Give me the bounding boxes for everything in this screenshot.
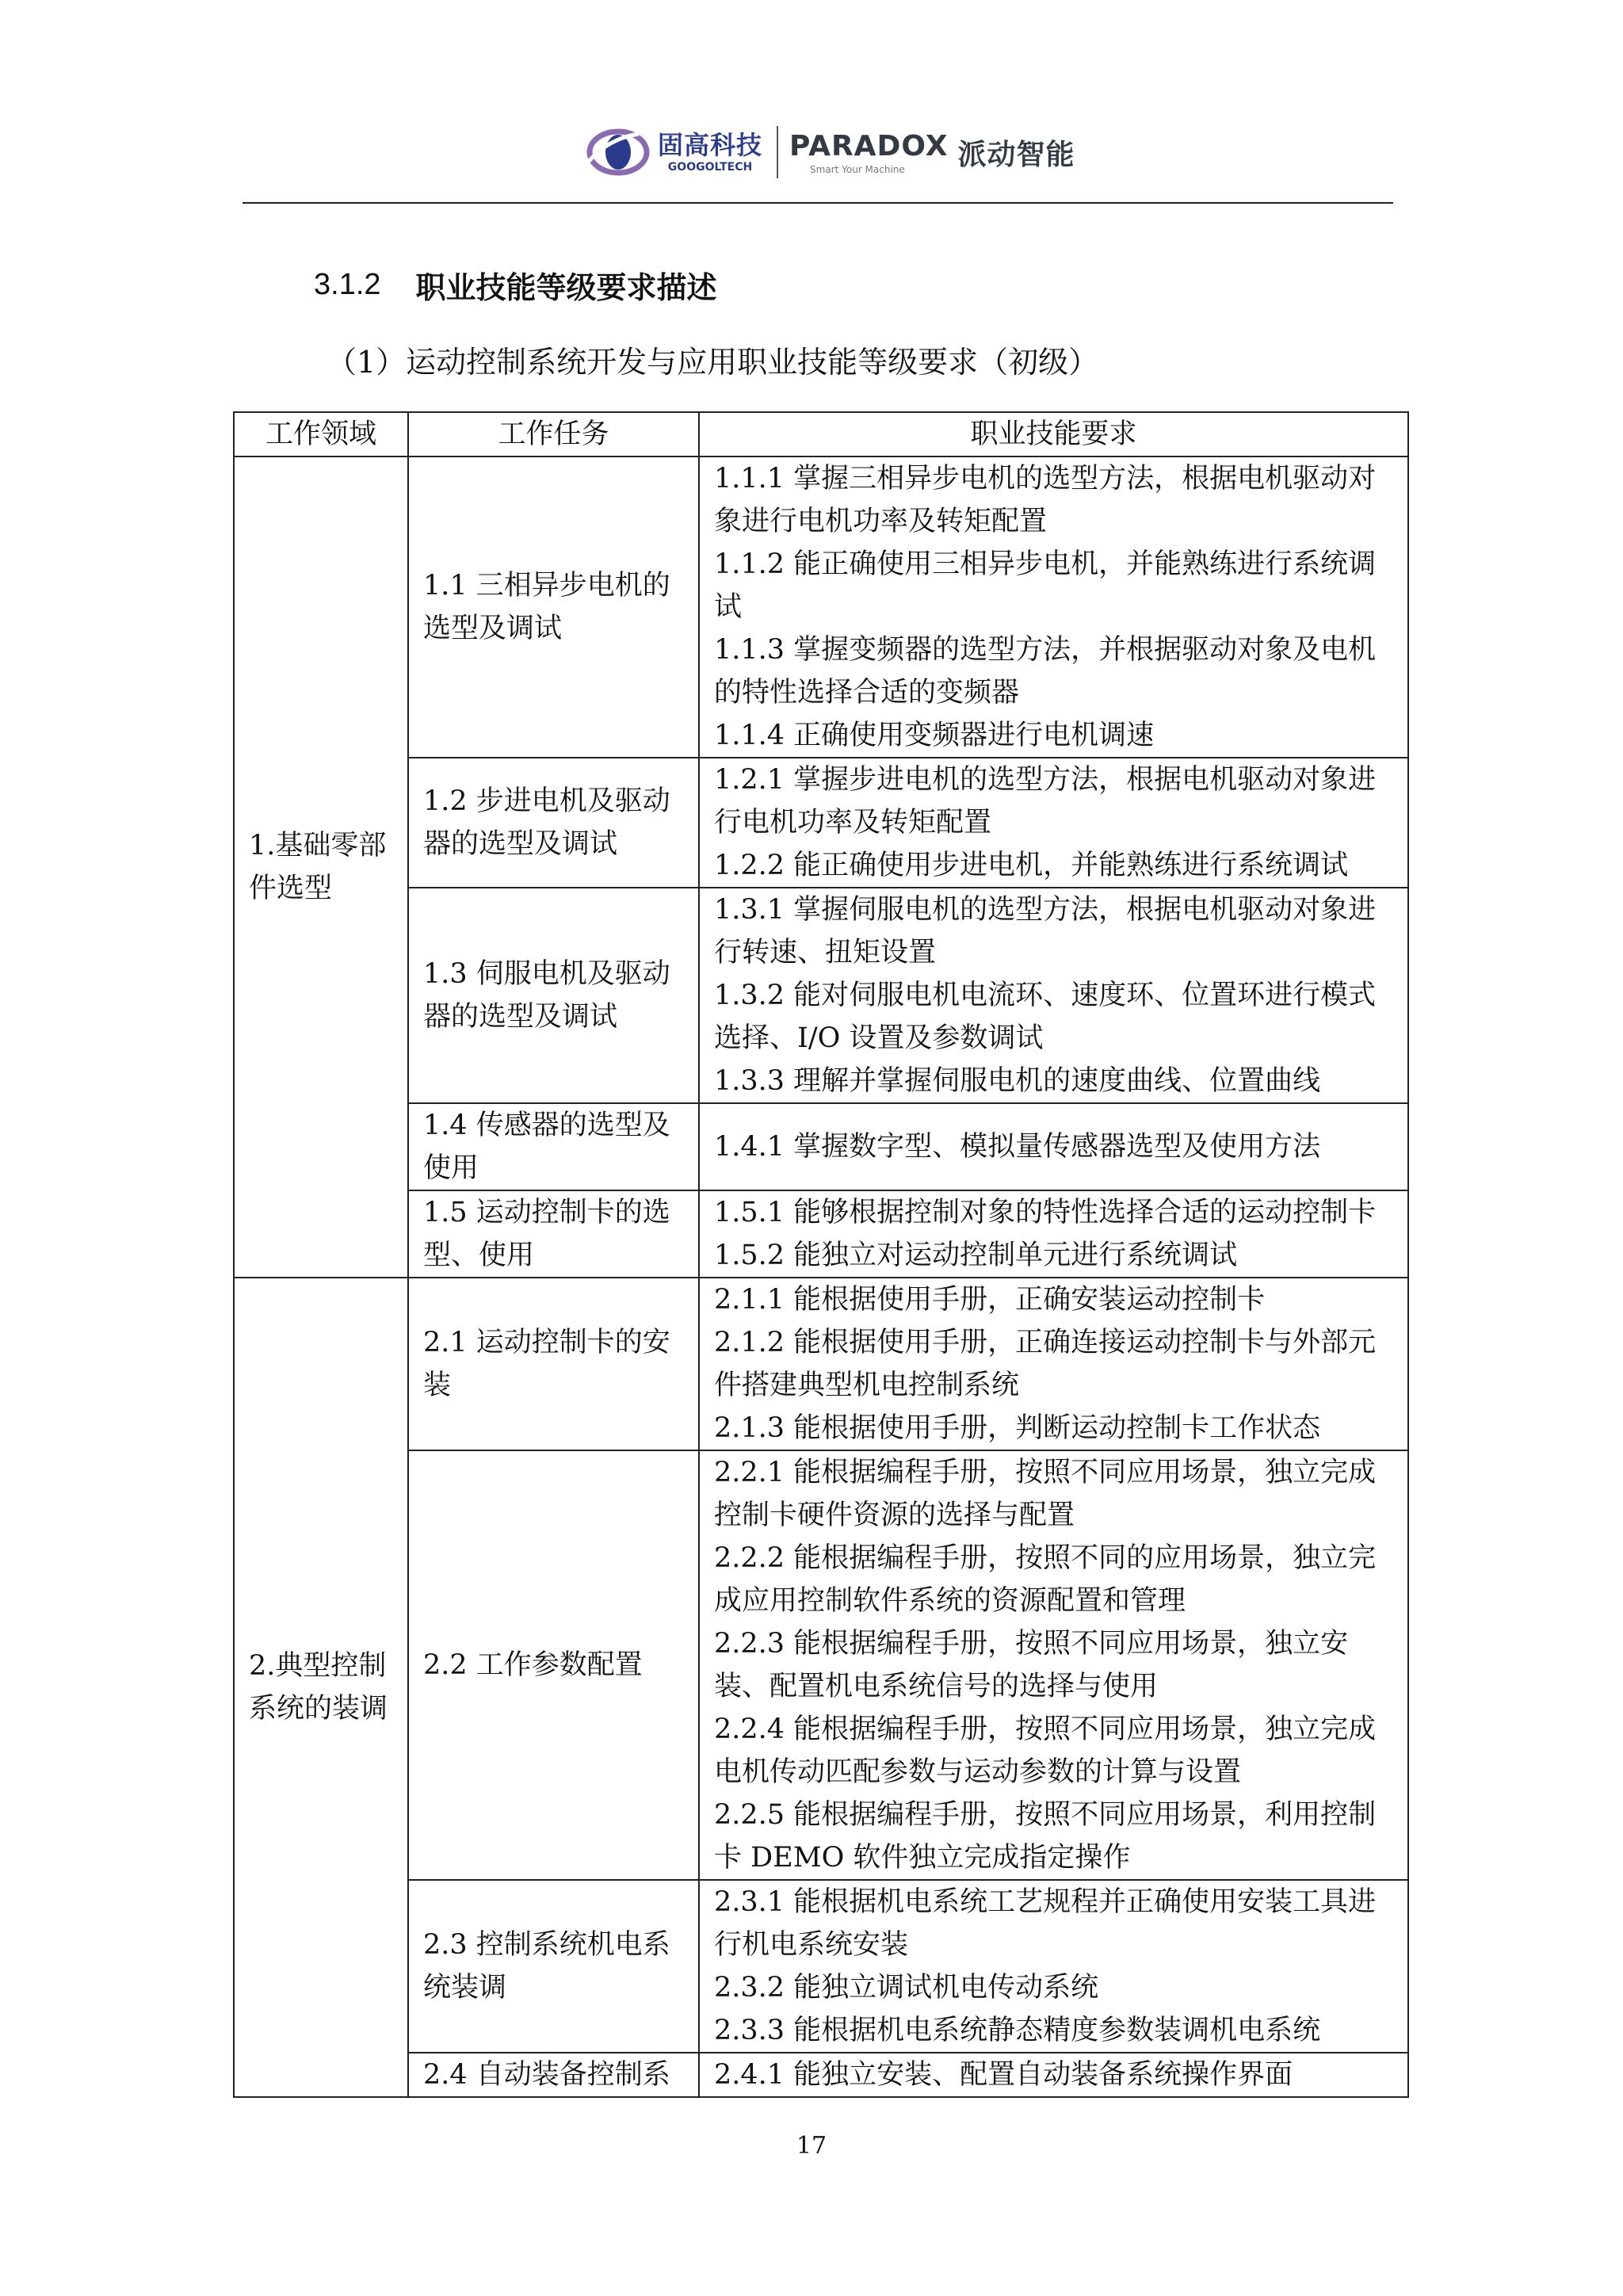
section-heading xyxy=(314,263,717,307)
section-title: 职业技能等级要求描述 xyxy=(415,270,717,305)
task-cell: 1.3 伺服电机及驱动器的选型及调试 xyxy=(408,888,699,1103)
table-row xyxy=(234,457,1408,758)
requirement-item: 2.4.1 能独立安装、配置自动装备系统操作界面 xyxy=(714,2059,1293,2091)
requirement-item: 2.1.1 能根据使用手册，正确安装运动控制卡 xyxy=(714,1284,1266,1316)
table-row xyxy=(234,1450,1408,1880)
requirement-item: 1.3.3 理解并掌握伺服电机的速度曲线、位置曲线 xyxy=(714,1065,1321,1097)
requirements-cell xyxy=(699,758,1408,888)
requirement-item: 2.2.5 能根据编程手册，按照不同应用场景，利用控制卡 DEMO 软件独立完成指定操作 xyxy=(714,1799,1377,1874)
table-row xyxy=(234,1190,1408,1278)
requirements-cell xyxy=(699,1278,1408,1450)
requirements-cell xyxy=(699,1450,1408,1880)
task-cell: 2.1 运动控制卡的安装 xyxy=(408,1278,699,1450)
requirements-cell xyxy=(699,457,1408,758)
header-divider xyxy=(242,202,1393,204)
header-work-domain: 工作领域 xyxy=(234,412,408,457)
table-row xyxy=(234,758,1408,888)
header-skill-requirement: 职业技能要求 xyxy=(699,412,1408,457)
domain-cell: 1.基础零部件选型 xyxy=(234,457,408,1278)
requirement-item: 2.2.2 能根据编程手册，按照不同的应用场景，独立完成应用控制软件系统的资源配置和管理 xyxy=(714,1542,1377,1617)
requirements-cell xyxy=(699,1880,1408,2053)
googoltech-name-cn: 固高科技 xyxy=(658,130,763,160)
task-cell: 2.3 控制系统机电系统装调 xyxy=(408,1880,699,2053)
paradox-wordmark xyxy=(789,129,948,175)
skill-requirements-table xyxy=(233,411,1409,2098)
requirements-cell xyxy=(699,1103,1408,1190)
logo-group xyxy=(583,119,1075,185)
requirement-item: 1.1.1 掌握三相异步电机的选型方法，根据电机驱动对象进行电机功率及转矩配置 xyxy=(714,463,1377,537)
requirements-cell xyxy=(699,888,1408,1103)
table-row xyxy=(234,888,1408,1103)
requirement-item: 2.2.3 能根据编程手册，按照不同应用场景，独立安装、配置机电系统信号的选择与使用 xyxy=(714,1628,1349,1702)
googoltech-logo-icon xyxy=(583,124,650,180)
requirement-item: 2.1.3 能根据使用手册，判断运动控制卡工作状态 xyxy=(714,1412,1321,1444)
task-cell: 1.1 三相异步电机的选型及调试 xyxy=(408,457,699,758)
requirement-item: 1.5.2 能独立对运动控制单元进行系统调试 xyxy=(714,1240,1238,1271)
requirement-item: 1.1.3 掌握变频器的选型方法，并根据驱动对象及电机的特性选择合适的变频器 xyxy=(714,634,1377,709)
task-cell: 2.2 工作参数配置 xyxy=(408,1450,699,1880)
requirement-item: 2.3.1 能根据机电系统工艺规程并正确使用安装工具进行机电系统安装 xyxy=(714,1886,1377,1961)
task-cell: 1.5 运动控制卡的选型、使用 xyxy=(408,1190,699,1278)
header-work-task: 工作任务 xyxy=(408,412,699,457)
requirement-item: 1.2.2 能正确使用步进电机，并能熟练进行系统调试 xyxy=(714,850,1349,881)
paradox-name-en: PARADOX xyxy=(789,130,949,162)
paradox-name-cn: 派动智能 xyxy=(957,138,1075,171)
page-number: 17 xyxy=(796,2132,827,2160)
requirement-item: 1.4.1 掌握数字型、模拟量传感器选型及使用方法 xyxy=(714,1131,1321,1163)
table-row xyxy=(234,1278,1408,1450)
requirement-item: 1.5.1 能够根据控制对象的特性选择合适的运动控制卡 xyxy=(714,1197,1377,1228)
requirement-item: 2.3.3 能根据机电系统静态精度参数装调机电系统 xyxy=(714,2015,1321,2046)
requirement-item: 2.1.2 能根据使用手册，正确连接运动控制卡与外部元件搭建典型机电控制系统 xyxy=(714,1327,1377,1401)
task-cell: 2.4 自动装备控制系 xyxy=(408,2053,699,2097)
task-cell: 1.2 步进电机及驱动器的选型及调试 xyxy=(408,758,699,888)
requirement-item: 2.2.4 能根据编程手册，按照不同应用场景，独立完成电机传动匹配参数与运动参数的计算与设置 xyxy=(714,1713,1377,1788)
page-header xyxy=(0,119,1623,185)
requirement-item: 2.2.1 能根据编程手册，按照不同应用场景，独立完成控制卡硬件资源的选择与配置 xyxy=(714,1457,1377,1531)
requirements-cell xyxy=(699,2053,1408,2097)
requirement-item: 1.3.1 掌握伺服电机的选型方法，根据电机驱动对象进行转速、扭矩设置 xyxy=(714,894,1377,968)
requirements-cell xyxy=(699,1190,1408,1278)
table-row xyxy=(234,2053,1408,2097)
task-cell: 1.4 传感器的选型及使用 xyxy=(408,1103,699,1190)
googoltech-wordmark xyxy=(658,130,762,174)
logo-divider xyxy=(777,126,778,178)
requirement-item: 1.1.4 正确使用变频器进行电机调速 xyxy=(714,720,1155,751)
table-header-row xyxy=(234,412,1408,457)
googoltech-name-en: GOOGOLTECH xyxy=(667,161,753,174)
table-subtitle: （1）运动控制系统开发与应用职业技能等级要求（初级） xyxy=(327,345,1099,380)
table-row xyxy=(234,1103,1408,1190)
domain-cell: 2.典型控制系统的装调 xyxy=(234,1278,408,2097)
requirement-item: 2.3.2 能独立调试机电传动系统 xyxy=(714,1972,1099,2004)
table-row xyxy=(234,1880,1408,2053)
requirement-item: 1.1.2 能正确使用三相异步电机，并能熟练进行系统调试 xyxy=(714,548,1377,623)
requirement-item: 1.3.2 能对伺服电机电流环、速度环、位置环进行模式选择、I/O 设置及参数调试 xyxy=(714,980,1377,1054)
requirement-item: 1.2.1 掌握步进电机的选型方法，根据电机驱动对象进行电机功率及转矩配置 xyxy=(714,764,1377,839)
section-number: 3.1.2 xyxy=(314,268,381,301)
paradox-slogan: Smart Your Machine xyxy=(810,164,905,175)
